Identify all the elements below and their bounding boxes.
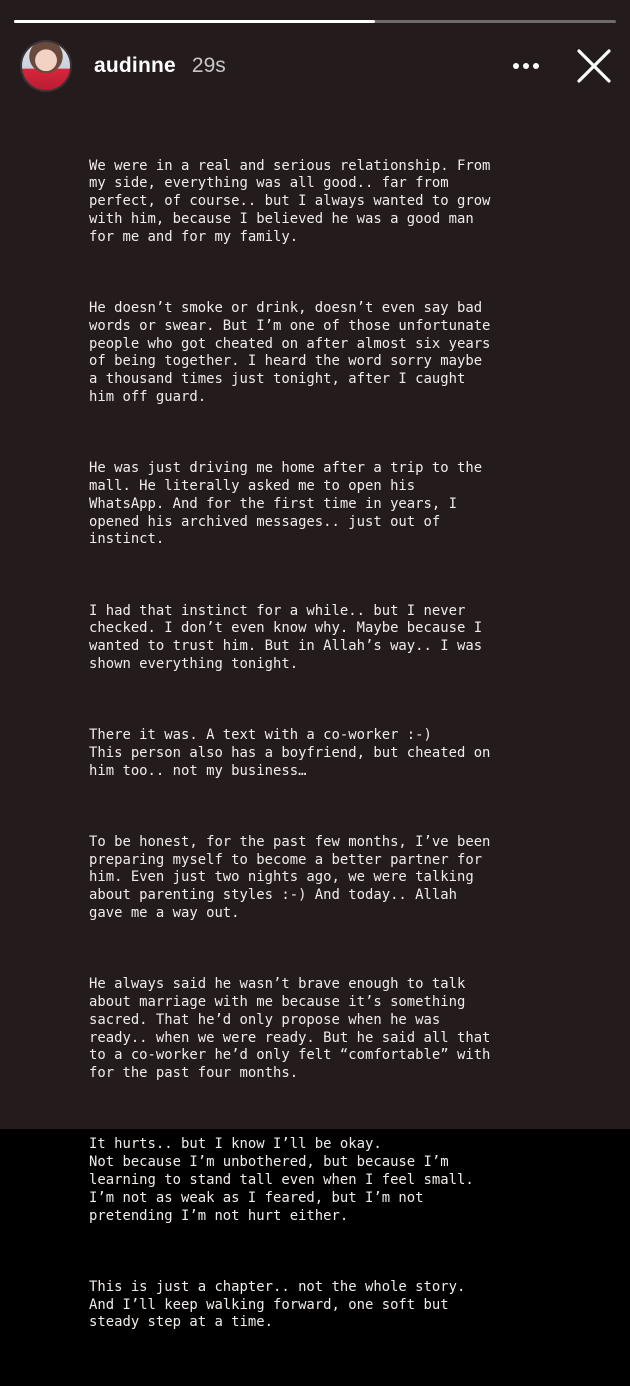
close-button[interactable] xyxy=(574,46,614,86)
story-paragraph: This is just a chapter.. not the whole story. And I’ll keep walking forward, one soft but steady step at a time. xyxy=(89,1278,466,1331)
more-options-button[interactable] xyxy=(508,48,544,84)
username[interactable]: audinne xyxy=(94,54,176,77)
post-time: 29s xyxy=(191,54,226,77)
story-paragraph: To be honest, for the past few months, I’ve been preparing myself to become a better partner for him. Even just two nights ago, we were talking about parenting styles :-) And today.. Allah gave me a way out. xyxy=(89,833,491,922)
story-progress-fill xyxy=(14,20,375,23)
story-paragraph: It hurts.. but I know I’ll be okay. Not because I’m unbothered, but because I’m learning to stand tall even when I feel small. I’m not as weak as I feared, but I’m not pretending I’m not hurt either. xyxy=(89,1136,474,1224)
story-paragraph: He doesn’t smoke or drink, doesn’t even say bad words or swear. But I’m one of those unfortunate people who got cheated on after almost six years of being together. I heard the word sorry maybe a thousand times just tonight, after I caught him off guard. xyxy=(89,299,491,405)
story-text-content xyxy=(89,122,559,1386)
close-icon xyxy=(577,49,611,83)
story-paragraph: I had that instinct for a while.. but I never checked. I don’t even know why. Maybe because I wanted to trust him. But in Allah’s way.. I was shown everything tonight. xyxy=(89,602,483,672)
story-progress-bar xyxy=(14,20,616,23)
more-dots-icon xyxy=(512,62,540,70)
story-paragraph: He was just driving me home after a trip to the mall. He literally asked me to open his WhatsApp. And for the first time in years, I opened his archived messages.. just out of instinct. xyxy=(89,460,483,548)
story-paragraph: There it was. A text with a co-worker :-) This person also has a boyfriend, but cheated on him too.. not my business… xyxy=(89,727,491,779)
story-header xyxy=(20,38,614,94)
story-paragraph: He always said he wasn’t brave enough to talk about marriage with me because it’s something sacred. That he’d only propose when he was ready.. when we were ready. But he said all that to a co-worker he’d only felt “comfortable” with for the past four months. xyxy=(89,976,491,1082)
avatar[interactable] xyxy=(20,40,72,92)
story-paragraph: We were in a real and serious relationship. From my side, everything was all good.. far from perfect, of course.. but I always wanted to grow with him, because I believed he was a good man for me and for my family. xyxy=(89,157,491,245)
